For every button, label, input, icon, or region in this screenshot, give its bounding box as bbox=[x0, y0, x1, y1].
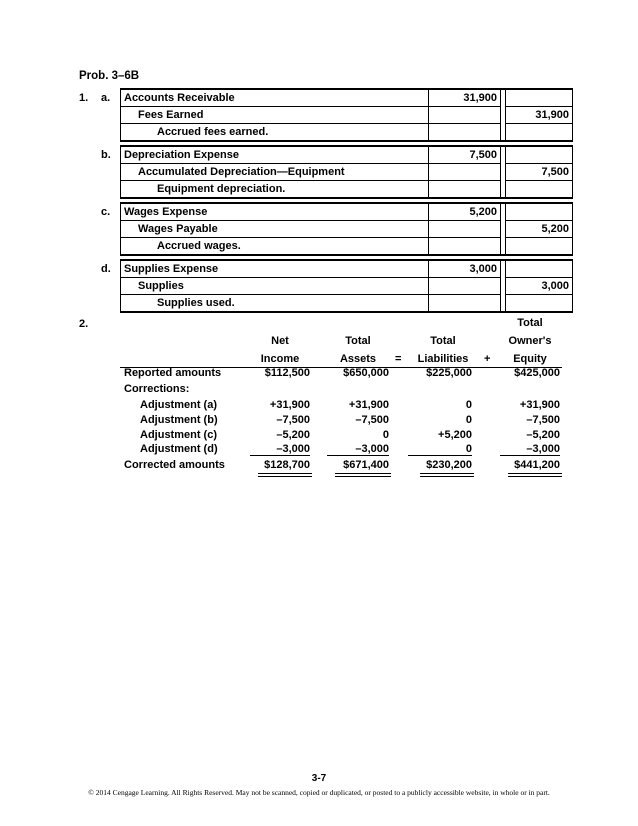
credit-blank bbox=[506, 260, 573, 278]
credit-amount: 7,500 bbox=[506, 164, 573, 181]
entry-explanation: Accrued fees earned. bbox=[121, 124, 429, 142]
header-net-income-line2: Income bbox=[260, 353, 300, 365]
part-2-label: 2. bbox=[79, 318, 89, 330]
reported-liabilities: $225,000 bbox=[426, 367, 472, 379]
credit-account: Supplies bbox=[121, 278, 429, 295]
explanation-row bbox=[121, 124, 573, 142]
adjustment-income: +31,900 bbox=[269, 399, 310, 411]
adjustment-label: Adjustment (d) bbox=[140, 443, 218, 455]
explanation-row bbox=[121, 238, 573, 256]
debit-blank bbox=[429, 181, 501, 199]
adjustment-assets: –7,500 bbox=[355, 414, 389, 426]
debit-account: Accounts Receivable bbox=[121, 89, 429, 107]
corrected-equity: $441,200 bbox=[514, 459, 560, 471]
header-net-income-line1: Net bbox=[271, 335, 289, 347]
explanation-row bbox=[121, 181, 573, 199]
corrections-label: Corrections: bbox=[124, 383, 190, 395]
header-assets-line1: Total bbox=[345, 335, 371, 347]
adjustment-liabilities: +5,200 bbox=[438, 429, 472, 441]
explanation-row bbox=[121, 295, 573, 313]
debit-amount: 5,200 bbox=[429, 203, 501, 221]
header-liabilities-line2: Liabilities bbox=[417, 353, 469, 365]
corrections-row bbox=[0, 383, 638, 400]
entry-letter: b. bbox=[101, 149, 111, 161]
credit-account: Fees Earned bbox=[121, 107, 429, 124]
debit-amount: 7,500 bbox=[429, 146, 501, 164]
header-owners-equity bbox=[500, 314, 560, 368]
reported-row bbox=[0, 367, 638, 384]
adjustment-equity: –7,500 bbox=[526, 414, 560, 426]
debit-amount: 31,900 bbox=[429, 89, 501, 107]
adjustment-label: Adjustment (b) bbox=[140, 414, 218, 426]
header-total-liabilities bbox=[412, 332, 474, 368]
adjustment-assets: –3,000 bbox=[327, 443, 389, 456]
plus-sign: + bbox=[484, 353, 491, 365]
journal-entry-table bbox=[120, 259, 573, 313]
adjustment-row bbox=[0, 443, 638, 460]
header-net-income bbox=[250, 332, 310, 368]
equals-sign: = bbox=[395, 353, 402, 365]
adjustment-label: Adjustment (a) bbox=[140, 399, 217, 411]
debit-row bbox=[121, 89, 573, 107]
corrected-liabilities: $230,200 bbox=[426, 459, 472, 471]
double-rule-liabilities bbox=[420, 473, 474, 477]
header-assets-line2: Assets bbox=[339, 353, 377, 365]
journal-entry-table bbox=[120, 88, 573, 142]
debit-blank bbox=[429, 221, 501, 238]
debit-account: Supplies Expense bbox=[121, 260, 429, 278]
debit-row bbox=[121, 146, 573, 164]
entry-letter: c. bbox=[101, 206, 111, 218]
credit-row bbox=[121, 164, 573, 181]
entry-explanation: Equipment depreciation. bbox=[121, 181, 429, 199]
adjustment-liabilities: 0 bbox=[408, 443, 472, 456]
credit-blank bbox=[506, 89, 573, 107]
double-rule-equity bbox=[508, 473, 562, 477]
debit-amount: 3,000 bbox=[429, 260, 501, 278]
debit-blank bbox=[429, 164, 501, 181]
credit-blank bbox=[506, 295, 573, 313]
adjustment-income: –5,200 bbox=[276, 429, 310, 441]
double-rule-income bbox=[258, 473, 312, 477]
header-equity-line3: Equity bbox=[513, 353, 547, 365]
credit-amount: 5,200 bbox=[506, 221, 573, 238]
corrected-assets: $671,400 bbox=[343, 459, 389, 471]
credit-account: Wages Payable bbox=[121, 221, 429, 238]
reported-income: $112,500 bbox=[264, 367, 310, 379]
adjustment-liabilities: 0 bbox=[465, 399, 472, 411]
corrected-label: Corrected amounts bbox=[124, 459, 225, 471]
credit-blank bbox=[506, 181, 573, 199]
page-number: 3-7 bbox=[311, 773, 327, 784]
reported-label: Reported amounts bbox=[124, 367, 222, 379]
credit-blank bbox=[506, 124, 573, 142]
adjustment-assets: +31,900 bbox=[348, 399, 389, 411]
adjustment-assets: 0 bbox=[382, 429, 389, 441]
entry-explanation: Supplies used. bbox=[121, 295, 429, 313]
header-equity-line1: Total bbox=[517, 317, 543, 329]
credit-blank bbox=[506, 146, 573, 164]
adjustment-income: –3,000 bbox=[250, 443, 310, 456]
header-equity-line2: Owner's bbox=[508, 335, 552, 347]
debit-row bbox=[121, 260, 573, 278]
corrected-income: $128,700 bbox=[264, 459, 310, 471]
adjustment-liabilities: 0 bbox=[465, 414, 472, 426]
debit-blank bbox=[429, 124, 501, 142]
reported-equity: $425,000 bbox=[514, 367, 560, 379]
debit-blank bbox=[429, 107, 501, 124]
adjustment-income: –7,500 bbox=[276, 414, 310, 426]
header-total-assets bbox=[327, 332, 389, 368]
debit-account: Depreciation Expense bbox=[121, 146, 429, 164]
credit-amount: 3,000 bbox=[506, 278, 573, 295]
credit-row bbox=[121, 107, 573, 124]
copyright-notice: © 2014 Cengage Learning. All Rights Reserved. May not be scanned, copied or duplicated, or posted to a publicly accessible website, in whole or in part. bbox=[88, 788, 550, 797]
debit-row bbox=[121, 203, 573, 221]
entry-letter: d. bbox=[101, 263, 111, 275]
adjustment-equity: –3,000 bbox=[500, 443, 560, 456]
entry-letter: a. bbox=[101, 92, 111, 104]
credit-blank bbox=[506, 238, 573, 256]
credit-row bbox=[121, 221, 573, 238]
journal-entry-table bbox=[120, 145, 573, 199]
debit-account: Wages Expense bbox=[121, 203, 429, 221]
header-liabilities-line1: Total bbox=[430, 335, 456, 347]
adjustment-label: Adjustment (c) bbox=[140, 429, 217, 441]
credit-amount: 31,900 bbox=[506, 107, 573, 124]
double-rule-assets bbox=[335, 473, 391, 477]
part-1-label: 1. bbox=[79, 92, 89, 104]
journal-entry-table bbox=[120, 202, 573, 256]
problem-title: Prob. 3–6B bbox=[79, 70, 140, 82]
debit-blank bbox=[429, 278, 501, 295]
credit-row bbox=[121, 278, 573, 295]
debit-blank bbox=[429, 295, 501, 313]
entry-explanation: Accrued wages. bbox=[121, 238, 429, 256]
reported-assets: $650,000 bbox=[343, 367, 389, 379]
credit-blank bbox=[506, 203, 573, 221]
adjustment-equity: –5,200 bbox=[526, 429, 560, 441]
debit-blank bbox=[429, 238, 501, 256]
adjustment-equity: +31,900 bbox=[519, 399, 560, 411]
credit-account: Accumulated Depreciation—Equipment bbox=[121, 164, 429, 181]
